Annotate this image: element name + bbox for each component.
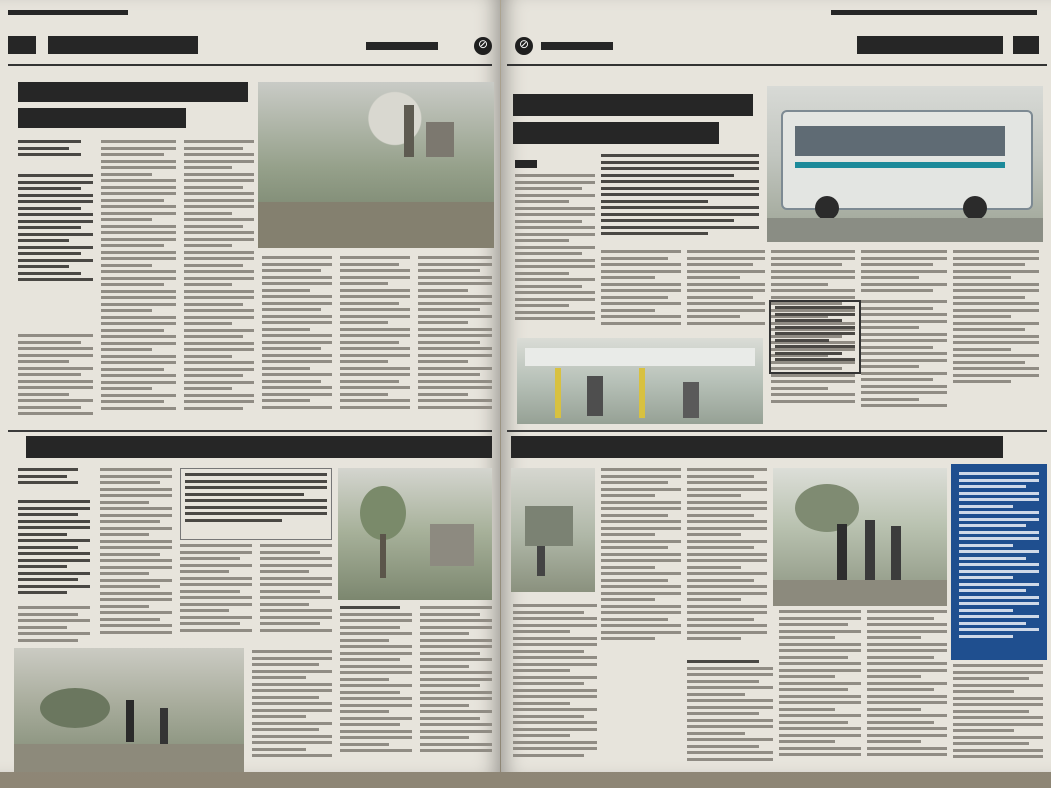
headline-line-2 [18, 108, 186, 128]
byline-left-bottom [18, 468, 90, 494]
walking-figure [865, 520, 875, 582]
church-dome [404, 105, 414, 157]
route-description [601, 154, 759, 246]
handrail [639, 368, 645, 418]
bottom-right-column-6 [867, 610, 947, 772]
handrail [555, 368, 561, 418]
trolleybus-wheel [963, 196, 987, 220]
masthead-strip [8, 10, 128, 15]
intro-column-bottom [18, 500, 90, 600]
right-column-2 [601, 250, 681, 334]
section-title-block [48, 36, 198, 54]
page-number-block-right [1013, 36, 1039, 54]
body-column-4 [262, 256, 332, 424]
section-title-block-right [857, 36, 1003, 54]
tree-canopy [40, 688, 110, 728]
park-photo [258, 82, 494, 248]
mid-rule-right [507, 430, 1047, 432]
tree-trunk [380, 534, 386, 578]
trolleybus-stripe [795, 162, 1005, 168]
person-figure-2 [160, 708, 168, 746]
body-column-bottom-1 [18, 606, 90, 648]
body-column-2 [101, 140, 176, 425]
body-column-bottom-5 [252, 650, 332, 772]
page-number-block [8, 36, 36, 54]
playground-photo [511, 468, 595, 592]
trolleybus-wheel [815, 196, 839, 220]
person-figure [126, 700, 134, 742]
playground-post [537, 546, 545, 576]
passenger-figure [587, 376, 603, 416]
bottom-right-column-7 [953, 664, 1043, 772]
body-column-bottom-6 [340, 606, 412, 772]
link-icon: ⊘ [515, 37, 533, 55]
bottom-headline-left [26, 436, 492, 458]
body-column-bottom-3 [180, 544, 252, 644]
walk-path [14, 744, 244, 772]
walking-figure [891, 526, 901, 582]
body-column-6 [418, 256, 492, 424]
trolleybus-windows [795, 126, 1005, 156]
officials-walk-photo [773, 468, 947, 606]
right-column-7 [861, 300, 947, 424]
small-marker [515, 160, 537, 168]
body-column-5 [340, 256, 410, 424]
construction-photo [338, 468, 492, 600]
header-rule [8, 64, 492, 66]
body-column-bottom-4 [260, 544, 332, 644]
headline-right-line-1 [513, 94, 753, 116]
headline-right-line-2 [513, 122, 719, 144]
fence-structure [430, 524, 474, 566]
link-icon: ⊘ [474, 37, 492, 55]
right-column-1 [515, 174, 595, 334]
bottom-right-column-1 [601, 468, 681, 656]
site-address-block-right [541, 42, 613, 50]
playground-frame [525, 506, 573, 546]
walking-figure [837, 524, 847, 582]
highlight-box [951, 464, 1047, 660]
site-address-block [366, 42, 438, 50]
road-surface [767, 218, 1043, 242]
body-column-3 [184, 140, 254, 425]
passenger-figure [683, 382, 699, 418]
right-page [501, 0, 1051, 772]
headline-line-1 [18, 82, 248, 102]
masthead-strip-right [831, 10, 1037, 15]
body-column-bottom-2 [100, 468, 172, 648]
right-column-6 [953, 250, 1039, 400]
quote-box [769, 300, 861, 374]
tree-crown [795, 484, 859, 532]
trolleybus-body [781, 110, 1033, 210]
header-rule-right [507, 64, 1047, 66]
walkway [773, 580, 947, 606]
interior-ceiling [525, 348, 755, 366]
mid-rule-left [8, 430, 492, 432]
tree-crown [360, 486, 406, 540]
right-column-5 [861, 250, 947, 298]
body-column-1 [18, 334, 93, 422]
bottom-right-column-2 [687, 468, 767, 656]
riverside-walk-photo [14, 648, 244, 772]
bottom-headline-right [511, 436, 1003, 458]
lead-box [180, 468, 332, 540]
bottom-right-column-3 [513, 604, 597, 772]
trolleybus-photo [767, 86, 1043, 242]
right-column-3 [687, 250, 765, 334]
bottom-right-column-5 [779, 610, 861, 772]
church-wall [426, 122, 454, 157]
park-lawn [258, 202, 494, 248]
trolleybus-interior-photo [517, 338, 763, 424]
left-page [0, 0, 500, 772]
byline-left-top [18, 140, 93, 170]
body-column-bottom-7 [420, 606, 492, 772]
highlight-text [959, 472, 1039, 652]
intro-column [18, 174, 93, 304]
bottom-right-column-4 [687, 660, 773, 772]
